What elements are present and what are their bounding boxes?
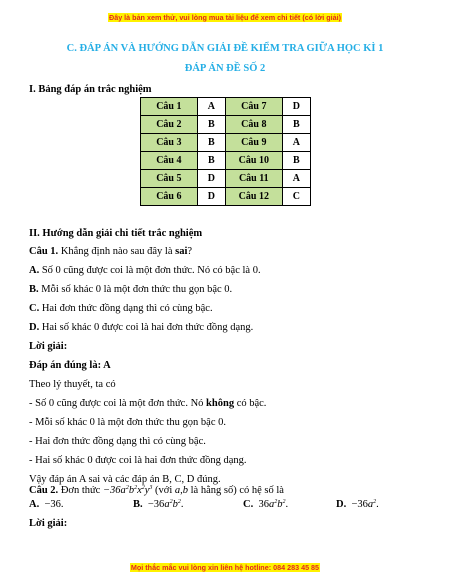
question-number-cell: Câu 10 [225,152,282,170]
question-2-option-a: A. −36. [29,499,64,510]
section-detailed-heading: II. Hướng dẫn giải chi tiết trắc nghiệm [29,228,203,239]
section-answer-table-heading: I. Bảng đáp án trắc nghiệm [29,84,152,95]
answer-letter-cell: B [197,116,225,134]
preview-banner: Đây là bản xem thử, vui lòng mua tài liệu để xem chi tiết (có lời giải) [109,13,341,22]
hotline-footer: Mọi thắc mắc vui lòng xin liên hệ hotline: 084 283 45 85 [130,563,320,572]
question-1-option-d: D. Hai số khác 0 được coi là hai đơn thức đồng dạng. [29,322,254,333]
answer-letter-cell: D [282,98,310,116]
question-1-solution-label: Lời giải: [29,341,68,352]
question-2-option-c: C. $36a^2b^2$. [243,499,289,510]
answer-letter-cell: C [282,188,310,206]
answer-letter-cell: B [197,134,225,152]
answer-row [141,98,311,116]
question-number-cell: Câu 9 [225,134,282,152]
answer-row [141,152,311,170]
answer-letter-cell: B [282,152,310,170]
answer-letter-cell: B [282,116,310,134]
answer-letter-cell: D [197,188,225,206]
question-1-option-b: B. Mỗi số khác 0 là một đơn thức thu gọn bậc 0. [29,284,233,295]
question-number-cell: Câu 11 [225,170,282,188]
question-1-option-a: A. Số 0 cũng được coi là một đơn thức. Nó có bậc là 0. [29,265,261,276]
question-number-cell: Câu 8 [225,116,282,134]
page-title: C. ĐÁP ÁN VÀ HƯỚNG DẪN GIẢI ĐỀ KIỂM TRA GIỮA HỌC KÌ 1 [66,43,384,54]
question-number-cell: Câu 1 [141,98,198,116]
explain-line: - Số 0 cũng được coi là một đơn thức. Nó không có bậc. [29,398,267,409]
page-subtitle: ĐÁP ÁN ĐỀ SỐ 2 [184,63,266,74]
question-1-answer: Đáp án đúng là: A [29,360,111,371]
question-number-cell: Câu 12 [225,188,282,206]
question-1-option-c: C. Hai đơn thức đồng dạng thì có cùng bậc. [29,303,213,314]
question-2-option-b: B. $-36a^2b^2$. [133,499,184,510]
question-number-cell: Câu 3 [141,134,198,152]
question-2-option-d: D. $-36a^2$. [336,499,379,510]
question-number-cell: Câu 6 [141,188,198,206]
monomial-expression: $-36a^2b^2x^2y^3$ [102,485,153,496]
answer-row [141,170,311,188]
question-number-cell: Câu 2 [141,116,198,134]
question-number-cell: Câu 5 [141,170,198,188]
answer-row [141,134,311,152]
answer-row [141,188,311,206]
question-number-cell: Câu 4 [141,152,198,170]
answer-letter-cell: B [197,152,225,170]
explain-line: Vậy đáp án A sai và các đáp án B, C, D đúng. [29,474,221,485]
question-2-stem: Câu 2. Đơn thức $-36a^2b^2x^2y^3$ (với a,b là hằng số) có hệ số là [29,485,284,496]
answer-letter-cell: A [197,98,225,116]
question-1-stem: Câu 1. Khẳng định nào sau đây là sai? [29,246,193,257]
answer-letter-cell: A [282,170,310,188]
question-2-solution-label: Lời giải: [29,518,68,529]
explain-line: - Hai đơn thức đồng dạng thì có cùng bậc. [29,436,206,447]
answer-table [140,97,311,206]
answer-letter-cell: A [282,134,310,152]
answer-row [141,116,311,134]
explain-line: Theo lý thuyết, ta có [29,379,116,390]
explain-line: - Mỗi số khác 0 là một đơn thức thu gọn bậc 0. [29,417,227,428]
question-number-cell: Câu 7 [225,98,282,116]
answer-letter-cell: D [197,170,225,188]
explain-line: - Hai số khác 0 được coi là hai đơn thức đồng dạng. [29,455,247,466]
